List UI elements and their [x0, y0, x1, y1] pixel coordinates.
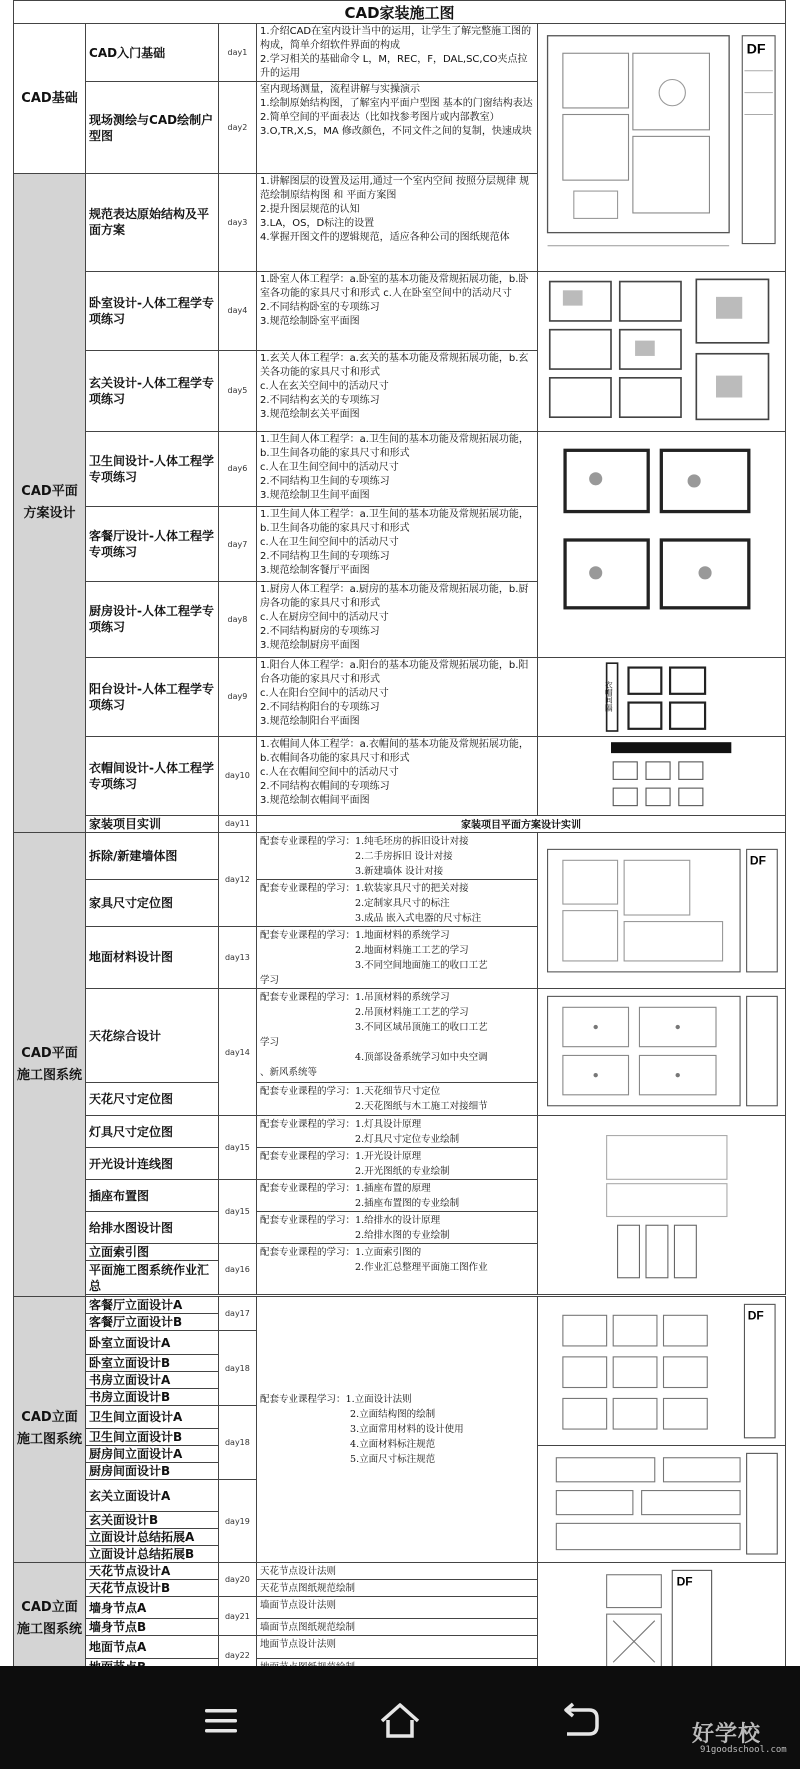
page-title: CAD家装施工图 — [14, 1, 786, 24]
desc-cell: 配套专业课程的学习：1.立面索引图的 2.作业汇总整理平面施工图作业 — [257, 1244, 538, 1295]
day-cell: day12 — [218, 832, 256, 926]
floorplan-image — [538, 24, 786, 272]
topic-cell: 卧室立面设计B — [86, 1354, 219, 1371]
home-button[interactable] — [375, 1696, 425, 1746]
topic-cell: 拆除/新建墙体图 — [86, 832, 219, 879]
day-cell: day11 — [218, 815, 256, 832]
desc-cell: 墙面节点图纸规范绘制 — [257, 1619, 538, 1636]
topic-cell: 平面施工图系统作业汇总 — [86, 1261, 219, 1295]
day-cell: day16 — [218, 1244, 256, 1295]
topic-cell: 立面设计总结拓展B — [86, 1545, 219, 1562]
section-label: CAD基础 — [14, 24, 86, 174]
topic-cell: 书房立面设计A — [86, 1371, 219, 1388]
desc-cell: 1.卫生间人体工程学：a.卫生间的基本功能及常规拓展功能，b.卫生间各功能的家具尺寸和形式 c.人在卫生间空间中的活动尺寸 2.不同结构卫生间的专项练习 3.规范绘制客餐厅平面图 — [257, 507, 538, 582]
bathroom-plans-image — [538, 431, 786, 657]
svg-text:DF: DF — [746, 41, 766, 58]
topic-cell: 家具尺寸定位图 — [86, 879, 219, 926]
day-cell: day15 — [218, 1116, 256, 1180]
desc-cell: 1.讲解图层的设置及运用,通过一个室内空间 按照分层规律 规范绘制原结构图 和 平面方案图 2.提升图层规范的认知 3.LA，OS，D标注的设置 4.掌握开图文件的逻辑规范，适应各种公司的图纸规范体 — [257, 174, 538, 272]
day-cell: day13 — [218, 926, 256, 988]
elevation-image-a — [538, 1297, 786, 1446]
topic-cell: 给排水图设计图 — [86, 1212, 219, 1244]
svg-text:DF: DF — [676, 1574, 694, 1589]
curriculum-table — [13, 0, 786, 1706]
day-cell: day17 — [218, 1297, 256, 1331]
topic-cell: 卫生间立面设计B — [86, 1429, 219, 1446]
menu-icon — [196, 1696, 246, 1746]
elevation-image-b — [538, 1446, 786, 1562]
day-cell: day10 — [218, 736, 256, 815]
day-cell: day14 — [218, 988, 256, 1115]
topic-cell: 玄关立面设计A — [86, 1480, 219, 1511]
back-icon — [555, 1696, 605, 1746]
day-cell: day8 — [218, 582, 256, 657]
desc-cell: 配套专业课程的学习：1.插座布置的原理 2.插座布置图的专业绘制 — [257, 1180, 538, 1212]
svg-text:衣帽间隔: 衣帽间隔 — [604, 680, 614, 711]
topic-cell: 卫生间立面设计A — [86, 1405, 219, 1429]
topic-cell: 天花综合设计 — [86, 988, 219, 1082]
desc-cell: 地面节点设计法则 — [257, 1636, 538, 1659]
bedroom-plans-image — [538, 271, 786, 431]
watermark: 好学校 91goodschool.com — [692, 1722, 787, 1755]
topic-cell: 玄关设计-人体工程学专项练习 — [86, 350, 219, 431]
topic-cell: 插座布置图 — [86, 1180, 219, 1212]
desc-cell: 室内现场测量，流程讲解与实操演示 1.绘制原始结构图，了解室内平面户型图 基本的门窗结构表达 2.简单空间的平面表达（比如找参考图片或内部教室） 3.O,TR,X,S，MA 修改颜色，不同文件之间的复制，快速成块 — [257, 82, 538, 174]
day-cell: day3 — [218, 174, 256, 272]
section-label: CAD立面施工图系统 — [14, 1297, 86, 1563]
day-cell: day18 — [218, 1331, 256, 1406]
topic-cell: 立面索引图 — [86, 1244, 219, 1261]
android-navigation-bar — [0, 1666, 800, 1769]
topic-cell: 客餐厅立面设计B — [86, 1314, 219, 1331]
topic-cell: 卧室设计-人体工程学专项练习 — [86, 271, 219, 350]
topic-cell: 立面设计总结拓展A — [86, 1528, 219, 1545]
desc-cell: 1.介绍CAD在室内设计当中的运用，让学生了解完整施工图的构成，简单介绍软件界面的构成 2.学习相关的基础命令 L，M，REC，F，DAL,SC,CO夹点拉升的运用 — [257, 24, 538, 82]
topic-cell: 玄关面设计B — [86, 1511, 219, 1528]
svg-text:DF: DF — [750, 853, 767, 868]
day-cell: day21 — [218, 1596, 256, 1636]
desc-cell: 配套专业课程的学习：1.灯具设计原理 2.灯具尺寸定位专业绘制 — [257, 1116, 538, 1148]
topic-cell: 厨房间立面设计A — [86, 1446, 219, 1463]
desc-cell: 配套专业课程的学习：1.开光设计原理 2.开光图纸的专业绘制 — [257, 1148, 538, 1180]
topic-cell: 现场测绘与CAD绘制户型图 — [86, 82, 219, 174]
topic-cell: 阳台设计-人体工程学专项练习 — [86, 657, 219, 736]
topic-cell: 天花尺寸定位图 — [86, 1083, 219, 1116]
desc-cell: 配套专业课程的学习：1.软装家具尺寸的把关对接 2.定制家具尺寸的标注 3.成品 嵌入式电器的尺寸标注 — [257, 879, 538, 926]
topic-cell: 天花节点设计A — [86, 1562, 219, 1579]
closet-plans-image — [538, 736, 786, 815]
day-cell: day19 — [218, 1480, 256, 1562]
day-cell: day6 — [218, 431, 256, 506]
home-icon — [375, 1696, 425, 1746]
desc-cell: 天花节点图纸规范绘制 — [257, 1579, 538, 1596]
topic-cell: 天花节点设计B — [86, 1579, 219, 1596]
back-button[interactable] — [555, 1696, 605, 1746]
day-cell: day2 — [218, 82, 256, 174]
day-cell: day22 — [218, 1636, 256, 1676]
section-label: CAD平面方案设计 — [14, 174, 86, 833]
desc-cell: 1.厨房人体工程学：a.厨房的基本功能及常规拓展功能，b.厨房各功能的家具尺寸和形式 c.人在厨房空间中的活动尺寸 2.不同结构厨房的专项练习 3.规范绘制厨房平面图 — [257, 582, 538, 657]
topic-cell: 厨房设计-人体工程学专项练习 — [86, 582, 219, 657]
topic-cell: 规范表达原始结构及平面方案 — [86, 174, 219, 272]
topic-cell: 墙身节点B — [86, 1619, 219, 1636]
desc-cell: 1.阳台人体工程学：a.阳台的基本功能及常规拓展功能，b.阳台各功能的家具尺寸和形式 c.人在阳台空间中的活动尺寸 2.不同结构阳台的专项练习 3.规范绘制阳台平面图 — [257, 657, 538, 736]
topic-cell: 卧室立面设计A — [86, 1331, 219, 1355]
topic-cell: 开光设计连线图 — [86, 1148, 219, 1180]
topic-cell: 地面材料设计图 — [86, 926, 219, 988]
topic-cell: 厨房间面设计B — [86, 1463, 219, 1480]
day-cell: day7 — [218, 507, 256, 582]
svg-text:DF: DF — [748, 1308, 765, 1323]
topic-cell: 灯具尺寸定位图 — [86, 1116, 219, 1148]
desc-cell: 1.衣帽间人体工程学：a.衣帽间的基本功能及常规拓展功能，b.衣帽间各功能的家具尺寸和形式 c.人在衣帽间空间中的活动尺寸 2.不同结构衣帽间的专项练习 3.规范绘制衣帽间平面图 — [257, 736, 538, 815]
electrical-plan-image — [538, 1116, 786, 1295]
topic-cell: CAD入门基础 — [86, 24, 219, 82]
desc-cell: 家装项目平面方案设计实训 — [257, 815, 786, 832]
desc-cell: 配套专业课程的学习：1.地面材料的系统学习 2.地面材料施工工艺的学习 3.不同空间地面施工的收口工艺 学习 — [257, 926, 538, 988]
topic-cell: 家装项目实训 — [86, 815, 219, 832]
topic-cell: 客餐厅设计-人体工程学专项练习 — [86, 507, 219, 582]
day-cell: day15 — [218, 1180, 256, 1244]
topic-cell: 客餐厅立面设计A — [86, 1297, 219, 1314]
section-label: CAD立面施工图系统 — [14, 1562, 86, 1675]
desc-cell: 配套专业课程学习：1.立面设计法则 2.立面结构图的绘制 3.立面常用材料的设计使用 4.立面材料标注规范 5.立面尺寸标注规范 — [257, 1297, 538, 1563]
ceiling-plan-image — [538, 988, 786, 1115]
day-cell: day9 — [218, 657, 256, 736]
day-cell: day4 — [218, 271, 256, 350]
day-cell: day20 — [218, 1562, 256, 1596]
day-cell: day5 — [218, 350, 256, 431]
topic-cell: 衣帽间设计-人体工程学 专项练习 — [86, 736, 219, 815]
balcony-plans-image — [538, 657, 786, 736]
day-cell: day18 — [218, 1405, 256, 1480]
topic-cell: 墙身节点A — [86, 1596, 219, 1619]
desc-cell: 配套专业课程的学习：1.纯毛坯房的拆旧设计对接 2.二手房拆旧 设计对接 3.新建墙体 设计对接 — [257, 832, 538, 879]
construction-plan-image — [538, 832, 786, 988]
desc-cell: 天花节点设计法则 — [257, 1562, 538, 1579]
desc-cell: 配套专业课程的学习：1.天花细节尺寸定位 2.天花图纸与木工施工对接细节 — [257, 1083, 538, 1116]
desc-cell: 墙面节点设计法则 — [257, 1596, 538, 1619]
desc-cell: 配套专业课程的学习：1.给排水的设计原理 2.给排水图的专业绘制 — [257, 1212, 538, 1244]
section-label: CAD平面施工图系统 — [14, 832, 86, 1296]
topic-cell: 卫生间设计-人体工程学专项练习 — [86, 431, 219, 506]
day-cell: day1 — [218, 24, 256, 82]
menu-button[interactable] — [196, 1696, 246, 1746]
desc-cell: 1.玄关人体工程学：a.玄关的基本功能及常规拓展功能，b.玄关各功能的家具尺寸和形式 c.人在玄关空间中的活动尺寸 2.不同结构玄关的专项练习 3.规范绘制玄关平面图 — [257, 350, 538, 431]
topic-cell: 书房立面设计B — [86, 1388, 219, 1405]
desc-cell: 1.卧室人体工程学：a.卧室的基本功能及常规拓展功能，b.卧室各功能的家具尺寸和形式 c.人在卧室空间中的活动尺寸 2.不同结构卧室的专项练习 3.规范绘制卧室平面图 — [257, 271, 538, 350]
desc-cell: 配套专业课程的学习：1.吊顶材料的系统学习 2.吊顶材料施工工艺的学习 3.不同区域吊顶施工的收口工艺 学习 4.顶部设备系统学习如中央空调 、新风系统等 — [257, 988, 538, 1082]
desc-cell: 1.卫生间人体工程学：a.卫生间的基本功能及常规拓展功能，b.卫生间各功能的家具尺寸和形式 c.人在卫生间空间中的活动尺寸 2.不同结构卫生间的专项练习 3.规范绘制卫生间平面图 — [257, 431, 538, 506]
topic-cell: 地面节点A — [86, 1636, 219, 1659]
